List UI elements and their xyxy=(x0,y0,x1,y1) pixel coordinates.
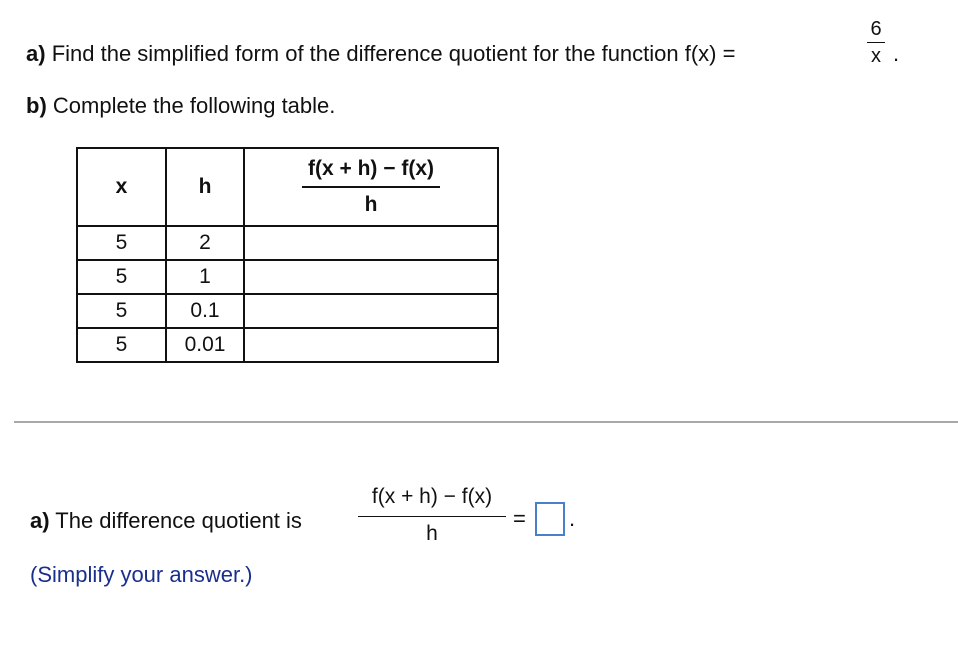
header-quotient-numerator: f(x + h) − f(x) xyxy=(307,157,434,180)
header-quotient-denominator: h xyxy=(364,193,378,216)
simplify-hint: (Simplify your answer.) xyxy=(30,562,253,587)
question-part-b xyxy=(26,93,335,119)
table-row xyxy=(77,328,498,362)
part-b-label: b) xyxy=(26,93,47,118)
cell-h: 0.1 xyxy=(166,294,244,328)
cell-quotient xyxy=(244,328,498,362)
function-numerator: 6 xyxy=(870,18,882,40)
cell-x: 5 xyxy=(77,328,166,362)
table-row xyxy=(77,260,498,294)
question-part-a xyxy=(26,41,735,67)
table-row xyxy=(77,294,498,328)
header-x: x xyxy=(77,148,166,226)
answer-input-box[interactable] xyxy=(535,502,565,536)
cell-quotient xyxy=(244,226,498,260)
header-quotient xyxy=(244,148,498,226)
cell-quotient xyxy=(244,294,498,328)
table-header-row xyxy=(77,148,498,226)
cell-h: 2 xyxy=(166,226,244,260)
function-fraction xyxy=(867,18,885,67)
cell-x: 5 xyxy=(77,294,166,328)
table-row xyxy=(77,226,498,260)
values-table xyxy=(76,147,499,363)
function-fraction-bar xyxy=(867,42,885,43)
answer-text: The difference quotient is xyxy=(55,508,302,533)
answer-denominator: h xyxy=(426,522,438,545)
cell-h: 1 xyxy=(166,260,244,294)
answer-period: . xyxy=(569,506,576,531)
header-h: h xyxy=(166,148,244,226)
answer-prompt xyxy=(30,508,302,534)
cell-x: 5 xyxy=(77,260,166,294)
header-quotient-fraction xyxy=(302,156,440,218)
cell-x: 5 xyxy=(77,226,166,260)
section-divider xyxy=(14,421,958,423)
cell-quotient xyxy=(244,260,498,294)
part-b-text: Complete the following table. xyxy=(52,93,336,118)
function-denominator: x xyxy=(871,45,881,67)
answer-numerator: f(x + h) − f(x) xyxy=(371,485,493,508)
part-a-label: a) xyxy=(26,41,46,66)
function-period: . xyxy=(893,41,900,66)
part-a-text: Find the simplified form of the difference quotient for the function f(x) = xyxy=(51,41,736,66)
answer-fraction-bar xyxy=(358,516,506,517)
cell-h: 0.01 xyxy=(166,328,244,362)
header-quotient-bar xyxy=(302,186,440,188)
answer-label: a) xyxy=(30,508,50,533)
answer-equals: = xyxy=(513,506,526,531)
answer-fraction xyxy=(358,484,506,547)
